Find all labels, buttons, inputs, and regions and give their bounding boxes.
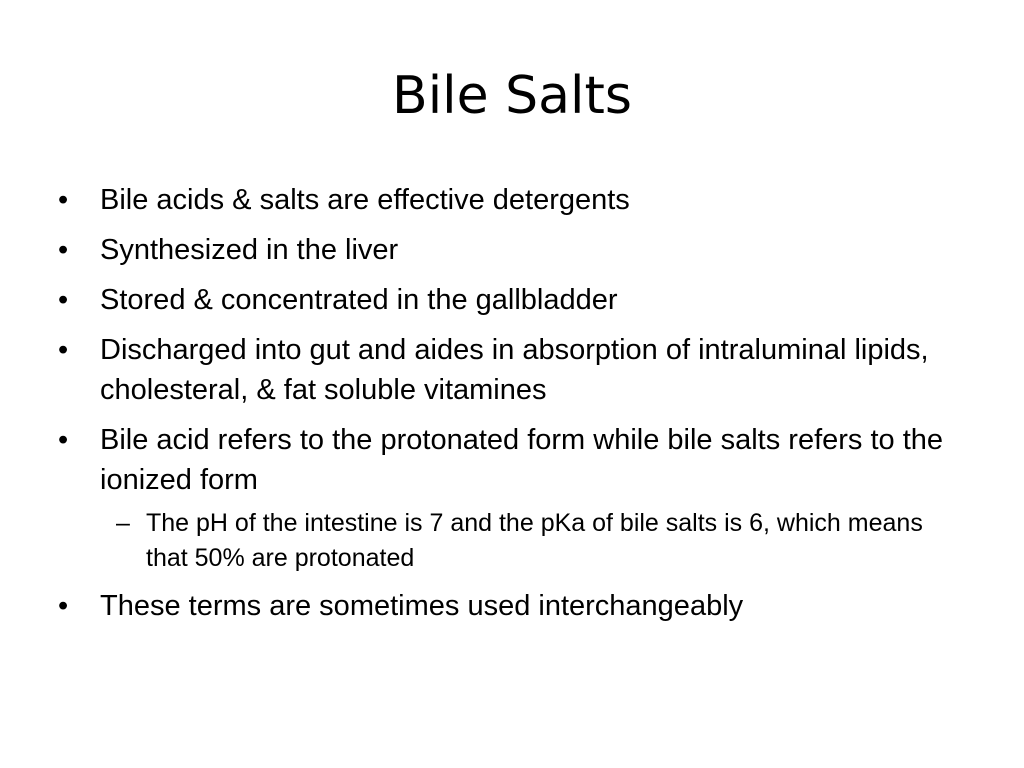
bullet-item — [58, 420, 958, 576]
bullet-text: Discharged into gut and aides in absorption of intraluminal lipids, cholesteral, & fat soluble vitamines — [100, 334, 929, 406]
sub-bullet-marker: – — [116, 509, 130, 537]
bullet-text: These terms are sometimes used interchangeably — [100, 590, 744, 622]
bullet-marker: • — [58, 234, 69, 266]
slide-title: Bile Salts — [392, 66, 632, 126]
sub-bullet-list — [100, 506, 958, 576]
bullet-text: Stored & concentrated in the gallbladder — [100, 284, 618, 316]
bullet-marker: • — [58, 184, 69, 216]
sub-bullet-text: The pH of the intestine is 7 and the pKa of bile salts is 6, which means that 50% are protonated — [146, 509, 923, 572]
sub-bullet-item — [116, 506, 958, 576]
bullet-text: Synthesized in the liver — [100, 234, 399, 266]
bullet-marker: • — [58, 334, 69, 366]
bullet-item — [58, 330, 958, 410]
bullet-list — [58, 180, 958, 636]
bullet-item — [58, 586, 958, 626]
bullet-marker: • — [58, 590, 69, 622]
bullet-marker: • — [58, 424, 69, 456]
bullet-item — [58, 230, 958, 270]
bullet-text: Bile acid refers to the protonated form while bile salts refers to the ionized form — [100, 424, 944, 496]
bullet-text: Bile acids & salts are effective detergents — [100, 184, 630, 216]
bullet-item — [58, 180, 958, 220]
bullet-item — [58, 280, 958, 320]
bullet-marker: • — [58, 284, 69, 316]
